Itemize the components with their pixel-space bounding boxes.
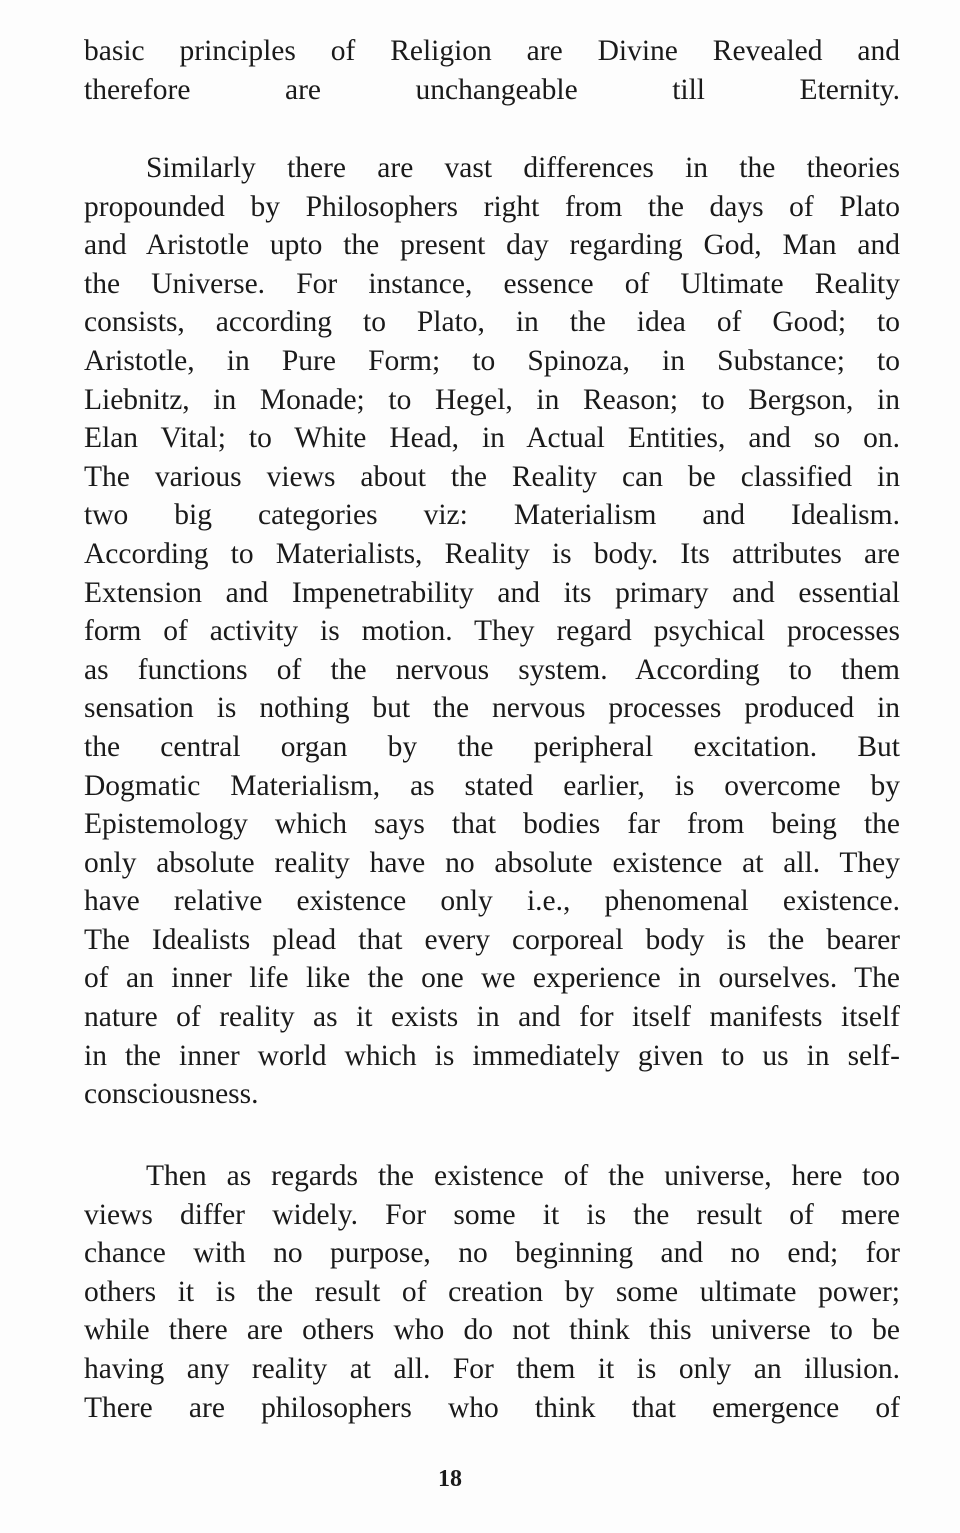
text-line: The various views about the Reality can be classified in <box>84 460 900 493</box>
text-line: form of activity is motion. They regard psychical processes <box>84 615 900 648</box>
text-line: consciousness. <box>84 1078 259 1111</box>
text-line: basic principles of Religion are Divine Revealed and <box>84 35 900 67</box>
text-line: chance with no purpose, no beginning and no end; for <box>84 1237 900 1270</box>
text-line: while there are others who do not think this universe to be <box>84 1314 900 1347</box>
text-line: therefore are unchangeable till Eternity. <box>84 73 900 106</box>
text-line: The Idealists plead that every corporeal body is the bearer <box>84 923 900 956</box>
text-line: Aristotle, in Pure Form; to Spinoza, in Substance; to <box>84 344 900 377</box>
text-line: the Universe. For instance, essence of Ultimate Reality <box>84 267 900 300</box>
text-line: having any reality at all. For them it is only an illusion. <box>84 1352 900 1385</box>
text-line: nature of reality as it exists in and for itself manifests itself <box>84 1001 900 1034</box>
text-line: There are philosophers who think that emergence of <box>84 1391 900 1424</box>
text-line: and Aristotle upto the present day regarding God, Man and <box>84 229 900 262</box>
paragraph-1 <box>84 32 900 109</box>
text-line: as functions of the nervous system. According to them <box>84 653 900 686</box>
text-line: According to Materialists, Reality is body. Its attributes are <box>84 537 900 570</box>
page-number: 18 <box>438 1466 462 1492</box>
text-line: have relative existence only i.e., phenomenal existence. <box>84 885 900 918</box>
text-line: views differ widely. For some it is the result of mere <box>84 1198 900 1231</box>
text-line: the central organ by the peripheral excitation. But <box>84 730 900 763</box>
text-line: Dogmatic Materialism, as stated earlier, is overcome by <box>84 769 900 802</box>
text-line: Liebnitz, in Monade; to Hegel, in Reason; to Bergson, in <box>84 383 900 416</box>
text-line: Then as regards the existence of the universe, here too <box>146 1160 900 1192</box>
text-line: of an inner life like the one we experience in ourselves. The <box>84 962 900 995</box>
text-line: two big categories viz: Materialism and Idealism. <box>84 499 900 532</box>
text-line: Epistemology which says that bodies far from being the <box>84 808 900 841</box>
text-line: propounded by Philosophers right from the days of Plato <box>84 190 900 223</box>
paragraph-2 <box>84 149 900 1114</box>
text-line: sensation is nothing but the nervous processes produced in <box>84 692 900 725</box>
paragraph-3 <box>84 1157 900 1427</box>
text-line: others it is the result of creation by some ultimate power; <box>84 1275 900 1308</box>
text-line: Extension and Impenetrability and its primary and essential <box>84 576 900 609</box>
text-line: only absolute reality have no absolute existence at all. They <box>84 846 900 879</box>
text-line: in the inner world which is immediately given to us in self- <box>84 1039 900 1072</box>
text-line: consists, according to Plato, in the idea of Good; to <box>84 306 900 339</box>
text-line: Elan Vital; to White Head, in Actual Entities, and so on. <box>84 422 900 455</box>
text-line: Similarly there are vast differences in the theories <box>146 152 900 184</box>
